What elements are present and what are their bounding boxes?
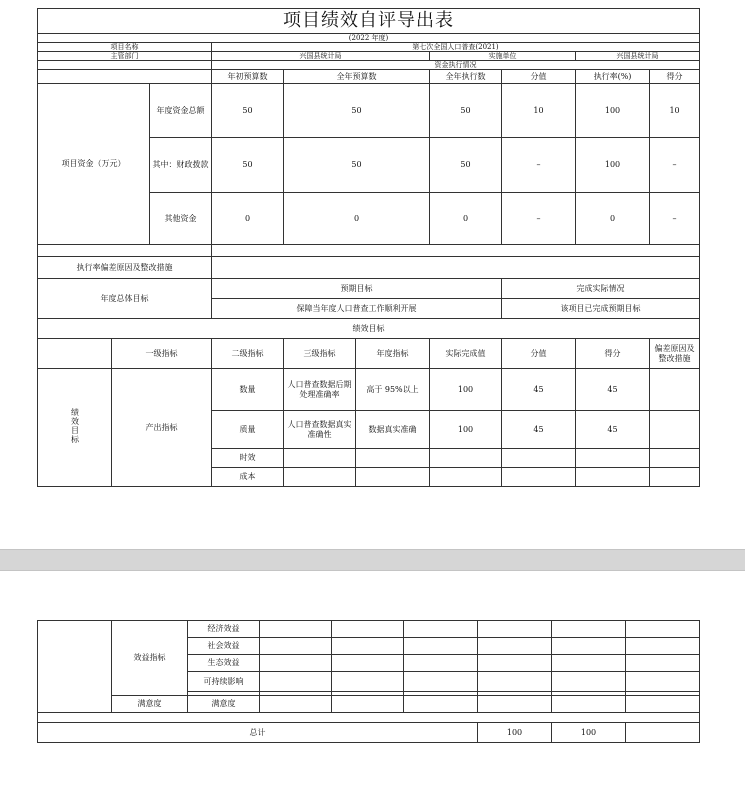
l2-indicator: 时效 bbox=[212, 449, 284, 468]
actual-value bbox=[430, 468, 502, 487]
deviation-reason bbox=[650, 449, 700, 468]
score bbox=[576, 449, 650, 468]
project-name-label: 项目名称 bbox=[38, 43, 212, 52]
l3-indicator bbox=[284, 449, 356, 468]
empty-cell bbox=[626, 723, 700, 743]
score bbox=[576, 468, 650, 487]
indicator-header: 实际完成值 bbox=[430, 339, 502, 369]
deviation-label: 执行率偏差原因及整改措施 bbox=[38, 257, 212, 279]
actual-value bbox=[430, 449, 502, 468]
empty-cell bbox=[38, 245, 212, 257]
indicator-header: 一级指标 bbox=[112, 339, 212, 369]
l2-indicator: 成本 bbox=[212, 468, 284, 487]
annual-target bbox=[356, 449, 430, 468]
funds-cell: 10 bbox=[502, 84, 576, 138]
indicator-header: 得分 bbox=[576, 339, 650, 369]
empty-cell bbox=[212, 245, 700, 257]
funds-header: 年初预算数 bbox=[212, 70, 284, 84]
funds-cell: 50 bbox=[212, 138, 284, 193]
score-max bbox=[502, 449, 576, 468]
funds-cell: 50 bbox=[212, 84, 284, 138]
evaluation-table-part2 bbox=[37, 620, 700, 743]
page-1 bbox=[37, 8, 699, 486]
funds-section-title: 资金执行情况 bbox=[212, 61, 700, 70]
indicators-section-title: 绩效目标 bbox=[38, 319, 700, 339]
funds-cell: 50 bbox=[430, 138, 502, 193]
deviation-value bbox=[212, 257, 700, 279]
funds-cell: – bbox=[650, 193, 700, 245]
l2-indicator: 经济效益 bbox=[188, 621, 260, 638]
funds-cell: 0 bbox=[212, 193, 284, 245]
funds-header: 得分 bbox=[650, 70, 700, 84]
l2-indicator: 可持续影响 bbox=[188, 672, 260, 692]
l2-indicator: 数量 bbox=[212, 369, 284, 411]
funds-cell: 50 bbox=[430, 84, 502, 138]
empty-cell bbox=[38, 713, 700, 723]
dept-value: 兴国县统计局 bbox=[212, 52, 430, 61]
page-break bbox=[0, 549, 745, 571]
score-max: 45 bbox=[502, 369, 576, 411]
l2-indicator: 社会效益 bbox=[188, 638, 260, 655]
l2-indicator: 质量 bbox=[212, 411, 284, 449]
funds-cell: 50 bbox=[284, 84, 430, 138]
actual-result-header: 完成实际情况 bbox=[502, 279, 700, 299]
goals-label: 年度总体目标 bbox=[38, 279, 212, 319]
funds-cell: – bbox=[650, 138, 700, 193]
project-name: 第七次全国人口普查(2021) bbox=[212, 43, 700, 52]
annual-target: 高于 95%以上 bbox=[356, 369, 430, 411]
dept-label: 主管部门 bbox=[38, 52, 212, 61]
year-label: (2022 年度) bbox=[38, 34, 700, 43]
funds-header: 执行率(%) bbox=[576, 70, 650, 84]
annual-target bbox=[356, 468, 430, 487]
output-indicators-label: 产出指标 bbox=[112, 369, 212, 487]
total-score: 100 bbox=[552, 723, 626, 743]
expected-goal-header: 预期目标 bbox=[212, 279, 502, 299]
deviation-reason bbox=[650, 411, 700, 449]
funds-cell: – bbox=[502, 138, 576, 193]
l3-indicator: 人口普查数据后期处理准确率 bbox=[284, 369, 356, 411]
indicator-header: 分值 bbox=[502, 339, 576, 369]
funds-cell: 10 bbox=[650, 84, 700, 138]
funds-row-label: 其中：财政拨款 bbox=[150, 138, 212, 193]
funds-cell: 0 bbox=[430, 193, 502, 245]
actual-value: 100 bbox=[430, 411, 502, 449]
score: 45 bbox=[576, 411, 650, 449]
indicator-header: 三级指标 bbox=[284, 339, 356, 369]
indicator-header: 二级指标 bbox=[212, 339, 284, 369]
expected-goal: 保障当年度人口普查工作顺利开展 bbox=[212, 299, 502, 319]
empty-cell bbox=[38, 339, 112, 369]
l3-indicator bbox=[284, 468, 356, 487]
impl-value: 兴国县统计局 bbox=[576, 52, 700, 61]
funds-cell: – bbox=[502, 193, 576, 245]
score-max bbox=[502, 468, 576, 487]
funds-row-label: 年度资金总额 bbox=[150, 84, 212, 138]
indicator-group-label bbox=[38, 369, 112, 487]
funds-header: 全年执行数 bbox=[430, 70, 502, 84]
funds-row-label: 其他资金 bbox=[150, 193, 212, 245]
annual-target: 数据真实准确 bbox=[356, 411, 430, 449]
funds-cell: 100 bbox=[576, 138, 650, 193]
funds-group-label: 项目资金（万元） bbox=[38, 84, 150, 245]
l3-indicator: 人口普查数据真实准确性 bbox=[284, 411, 356, 449]
funds-header: 全年预算数 bbox=[284, 70, 430, 84]
funds-cell: 100 bbox=[576, 84, 650, 138]
page-2 bbox=[37, 620, 699, 760]
score: 45 bbox=[576, 369, 650, 411]
impl-label: 实施单位 bbox=[430, 52, 576, 61]
satisfaction-label: 满意度 bbox=[112, 696, 188, 713]
funds-header: 分值 bbox=[502, 70, 576, 84]
score-max: 45 bbox=[502, 411, 576, 449]
total-score-max: 100 bbox=[478, 723, 552, 743]
benefit-indicators-label: 效益指标 bbox=[112, 621, 188, 696]
page-title: 项目绩效自评导出表 bbox=[38, 9, 700, 34]
actual-value: 100 bbox=[430, 369, 502, 411]
funds-cell: 0 bbox=[576, 193, 650, 245]
indicator-group-continued bbox=[38, 621, 112, 713]
empty-cell bbox=[38, 70, 212, 84]
funds-cell: 50 bbox=[284, 138, 430, 193]
l2-indicator: 满意度 bbox=[188, 696, 260, 713]
l2-indicator: 生态效益 bbox=[188, 655, 260, 672]
funds-cell: 0 bbox=[284, 193, 430, 245]
total-label: 总计 bbox=[38, 723, 478, 743]
deviation-reason bbox=[650, 468, 700, 487]
indicator-group-text: 绩效目标 bbox=[70, 408, 80, 444]
actual-result: 该项目已完成预期目标 bbox=[502, 299, 700, 319]
indicator-header: 年度指标 bbox=[356, 339, 430, 369]
deviation-reason bbox=[650, 369, 700, 411]
evaluation-table-part1 bbox=[37, 8, 700, 487]
indicator-header: 偏差原因及整改措施 bbox=[650, 339, 700, 369]
empty-cell bbox=[38, 61, 212, 70]
